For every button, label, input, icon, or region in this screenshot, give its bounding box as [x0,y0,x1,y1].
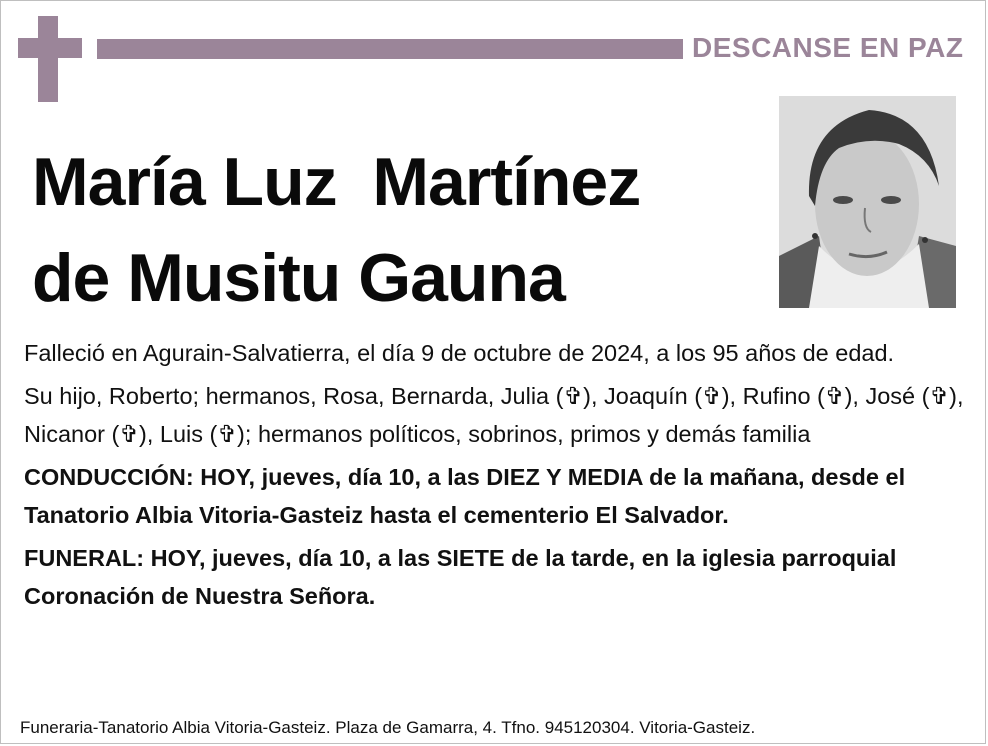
procession-notice: CONDUCCIÓN: HOY, jueves, día 10, a las DIEZ Y MEDIA de la mañana, desde el Tanatorio Albia Vitoria-Gasteiz hasta el cementerio El Salvador. [24,464,906,528]
funeral-home-footer: Funeraria-Tanatorio Albia Vitoria-Gasteiz. Plaza de Gamarra, 4. Tfno. 945120304. Vitoria-Gasteiz. [20,718,756,737]
header-tagline: DESCANSE EN PAZ [692,32,964,63]
family-list: Su hijo, Roberto; hermanos, Rosa, Bernarda, Julia (✞), Joaquín (✞), Rufino (✞), José (✞), Nicanor (✞), Luis (✞); hermanos políticos, sobrinos, primos y demás familia [24,383,964,447]
obituary-body [24,334,964,620]
header-rule [97,39,683,59]
deceased-name-line1: María Luz Martínez [32,144,641,220]
deceased-name [32,134,640,326]
deceased-name-line2: de Musitu Gauna [32,240,565,316]
deceased-portrait [779,96,956,308]
death-notice: Falleció en Agurain-Salvatierra, el día 9 de octubre de 2024, a los 95 años de edad. [24,340,895,366]
funeral-notice: FUNERAL: HOY, jueves, día 10, a las SIETE de la tarde, en la iglesia parroquial Coronación de Nuestra Señora. [24,545,897,609]
